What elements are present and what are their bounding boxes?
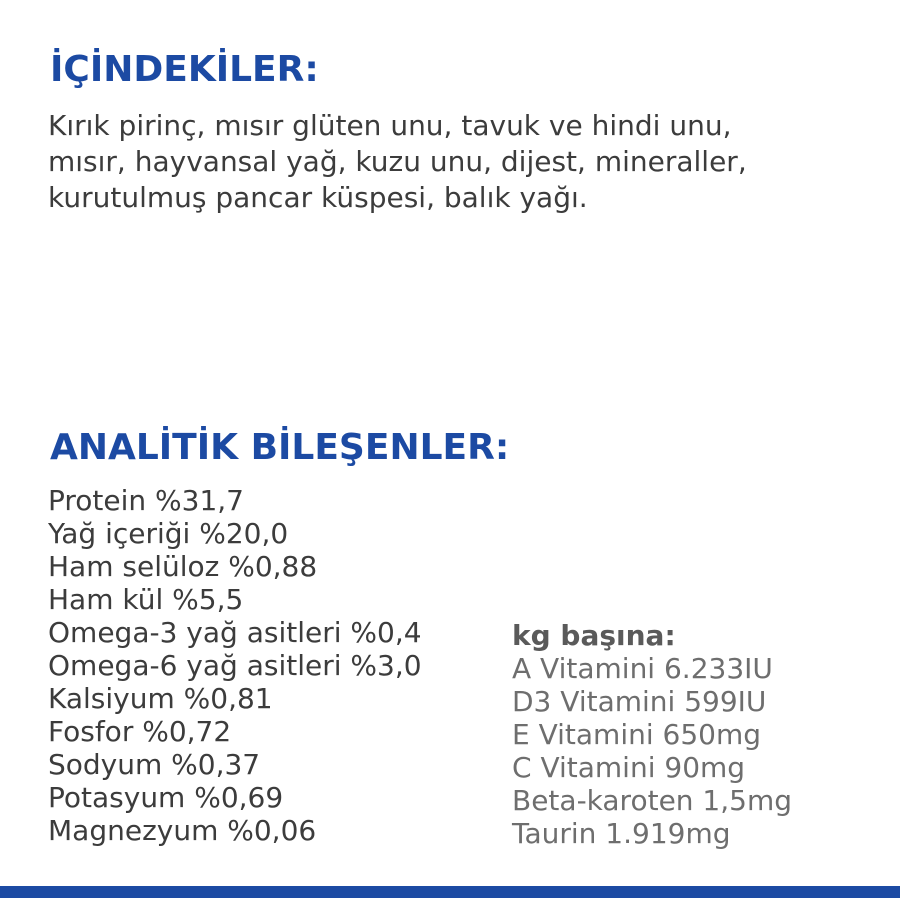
nutrient-item: Magnezyum %0,06 bbox=[48, 814, 317, 847]
vitamin-item: E Vitamini 650mg bbox=[512, 718, 762, 751]
nutrient-item: Ham selüloz %0,88 bbox=[48, 550, 318, 583]
ingredients-line: mısır, hayvansal yağ, kuzu unu, dijest, mineraller, bbox=[48, 145, 747, 178]
nutrient-item: Fosfor %0,72 bbox=[48, 715, 232, 748]
nutrient-list bbox=[48, 484, 422, 847]
ingredients-line: kurutulmuş pancar küspesi, balık yağı. bbox=[48, 181, 588, 214]
ingredients-heading: İÇİNDEKİLER: bbox=[50, 49, 319, 90]
ingredients-text bbox=[48, 108, 888, 216]
vitamin-item: C Vitamini 90mg bbox=[512, 751, 746, 784]
vitamin-item: A Vitamini 6.233IU bbox=[512, 652, 773, 685]
per-kg-title: kg başına: bbox=[512, 619, 676, 652]
ingredients-line: Kırık pirinç, mısır glüten unu, tavuk ve hindi unu, bbox=[48, 109, 732, 142]
per-kg-list bbox=[512, 619, 792, 850]
nutrient-item: Protein %31,7 bbox=[48, 484, 244, 517]
nutrient-item: Ham kül %5,5 bbox=[48, 583, 244, 616]
nutrient-item: Potasyum %0,69 bbox=[48, 781, 284, 814]
vitamin-item: Taurin 1.919mg bbox=[512, 817, 731, 850]
vitamin-item: D3 Vitamini 599IU bbox=[512, 685, 767, 718]
nutrient-item: Kalsiyum %0,81 bbox=[48, 682, 273, 715]
nutrient-item: Sodyum %0,37 bbox=[48, 748, 261, 781]
bottom-bar bbox=[0, 886, 900, 898]
nutrient-item: Omega-6 yağ asitleri %3,0 bbox=[48, 649, 422, 682]
analysis-heading: ANALİTİK BİLEŞENLER: bbox=[50, 427, 510, 468]
nutrient-item: Omega-3 yağ asitleri %0,4 bbox=[48, 616, 422, 649]
vitamin-item: Beta-karoten 1,5mg bbox=[512, 784, 793, 817]
nutrient-item: Yağ içeriği %20,0 bbox=[48, 517, 289, 550]
